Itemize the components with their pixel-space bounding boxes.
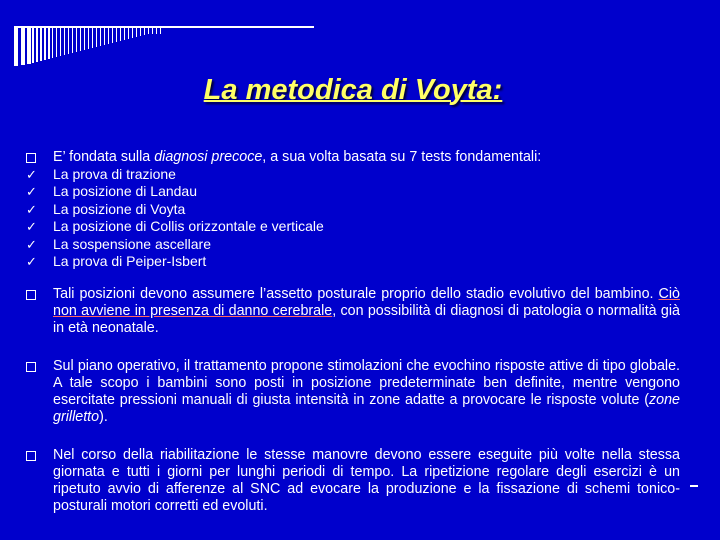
checkmark-icon: ✓ (26, 201, 37, 217)
decorative-bar (44, 26, 46, 60)
decorative-bar (116, 26, 117, 42)
para1-post: , con possibilità di diagnosi di patologia o normalità già in età neonatale. (53, 303, 680, 337)
decorative-bar (112, 26, 113, 43)
decorative-bar (128, 26, 129, 39)
decorative-bar (21, 26, 25, 65)
decorative-bar (27, 26, 31, 64)
decorative-bar (88, 26, 89, 49)
test-label: La sospensione ascellare (53, 235, 211, 252)
square-bullet-icon (26, 149, 46, 167)
checkmark-icon: ✓ (26, 236, 37, 252)
decorative-bar (100, 26, 101, 46)
intro-item (26, 149, 680, 166)
decorative-bar (156, 26, 157, 34)
intro-post: , a sua volta basata su 7 tests fondamentali: (262, 149, 542, 165)
square-bullet-icon (26, 358, 46, 376)
test-item (26, 166, 680, 183)
decorative-bar (84, 26, 85, 50)
decorative-bar (148, 26, 149, 34)
decorative-line (14, 26, 314, 28)
decorative-bar (108, 26, 109, 44)
test-label: La posizione di Voyta (53, 200, 186, 217)
test-label: La posizione di Landau (53, 183, 198, 200)
para2-pre: Sul piano operativo, il trattamento propone stimolazioni che evochino risposte attive di tipo globale. A tale scopo i bambini sono posti in posizione predeterminate ben definite, mentre vengono esercitate pressioni manuali di giusta intensità in zone adatte a provocare le risposte volute ( (53, 358, 680, 409)
test-label: La prova di trazione (53, 166, 176, 182)
decorative-bar (64, 26, 65, 55)
decorative-bar (76, 26, 77, 52)
intro-pre: E’ fondata sulla (53, 149, 155, 165)
decorative-bar (48, 26, 50, 59)
square-bullet-icon (26, 447, 46, 465)
decorative-bar (160, 26, 161, 34)
test-item (26, 218, 680, 235)
decorative-bar (68, 26, 69, 54)
para2-post: ). (99, 409, 108, 426)
decorative-bar (72, 26, 73, 53)
checkmark-icon: ✓ (26, 219, 37, 235)
decorative-bar (32, 26, 34, 63)
paragraph-treatment (26, 358, 680, 426)
slide-title: La metodica di Voyta: (203, 74, 503, 106)
decorative-bars (14, 26, 314, 66)
decorative-bar (52, 26, 53, 58)
decorative-bar (132, 26, 133, 38)
checkmark-icon: ✓ (26, 184, 37, 200)
decorative-bar (140, 26, 141, 36)
test-item (26, 183, 680, 200)
para2-emphasis: zone grilletto (53, 392, 680, 426)
decorative-bar (120, 26, 121, 41)
decorative-bar (144, 26, 145, 35)
decorative-bar (80, 26, 81, 51)
paragraph-rehabilitation (26, 447, 680, 515)
decorative-bar (152, 26, 153, 34)
decorative-bar (40, 26, 42, 61)
test-item (26, 253, 680, 270)
decorative-bar (60, 26, 61, 56)
test-item (26, 236, 680, 253)
checkmark-icon: ✓ (26, 254, 37, 270)
decorative-bar (104, 26, 105, 45)
decorative-bar (92, 26, 93, 48)
decorative-dash (690, 485, 698, 487)
decorative-bar (14, 26, 18, 66)
para1-highlight: Ciò non avviene in presenza di danno cerebrale (53, 286, 680, 320)
square-bullet-icon (26, 286, 46, 304)
decorative-bar (56, 26, 57, 57)
test-label: La posizione di Collis orizzontale e verticale (53, 218, 324, 235)
intro-emphasis: diagnosi precoce (154, 149, 263, 165)
paragraph-positions (26, 286, 680, 337)
decorative-bar (36, 26, 38, 62)
decorative-bar (136, 26, 137, 37)
decorative-bar (124, 26, 125, 40)
test-item (26, 201, 680, 218)
test-label: La prova di Peiper-Isbert (53, 253, 207, 270)
para1-pre: Tali posizioni devono assumere l’assetto posturale proprio dello stadio evolutivo del bambino. (53, 286, 659, 303)
slide-content (26, 149, 680, 515)
checkmark-icon: ✓ (26, 167, 37, 182)
decorative-bar (96, 26, 97, 47)
para3-text: Nel corso della riabilitazione le stesse manovre devono essere eseguite più volte nella stessa giornata e tutti i giorni per lunghi periodi di tempo. La ripetizione regolare degli esercizi è un ripetuto avvio di afferenze al SNC ad evocare la produzione e la fissazione di schemi tonico-posturali motori corretti ed evoluti. (53, 447, 680, 515)
